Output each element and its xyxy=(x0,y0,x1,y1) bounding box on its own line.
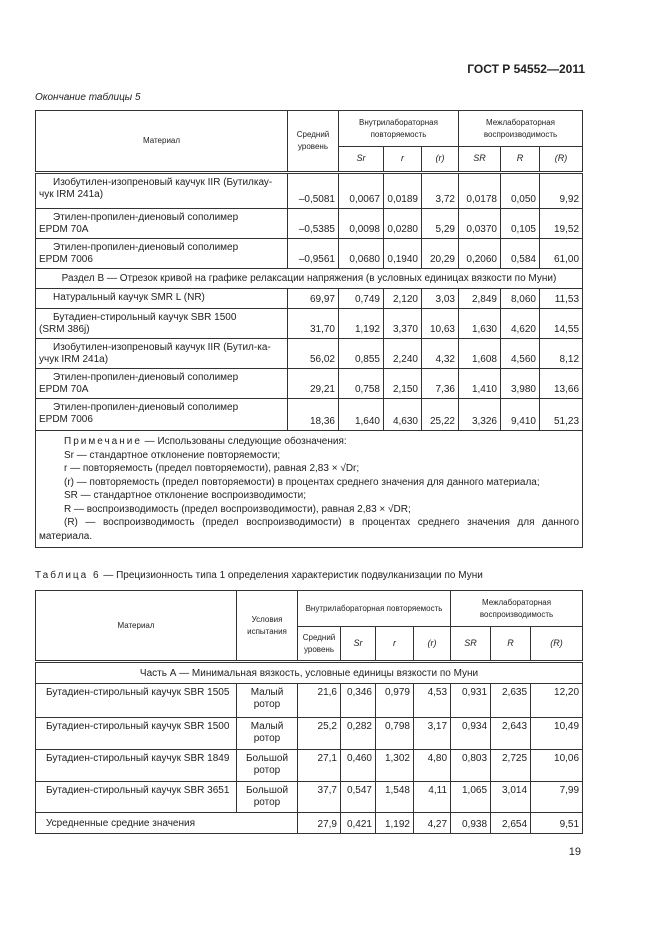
cell-value: 4,11 xyxy=(414,782,451,813)
cell-value: 2,240 xyxy=(384,339,422,369)
material-cell: Бутадиен-стирольный каучук SBR 1849 xyxy=(36,750,237,782)
col-r: r xyxy=(384,147,422,173)
cell-value: 1,640 xyxy=(339,399,384,431)
material-line: EPDM 70A xyxy=(39,224,89,235)
col-repeatability: Внутрилабораторная повторяемость xyxy=(298,591,451,627)
material-cell xyxy=(36,399,288,431)
cell-value: 10,49 xyxy=(531,718,583,750)
material-cell: Бутадиен-стирольный каучук SBR 3651 xyxy=(36,782,237,813)
col-material: Материал xyxy=(36,591,237,662)
cell-value: 2,635 xyxy=(491,684,531,718)
cell-value: 10,63 xyxy=(422,309,459,339)
cell-value: 3,03 xyxy=(422,289,459,309)
cell-value: 0,0370 xyxy=(459,209,501,239)
material-line: Натуральный каучук SMR L (NR) xyxy=(53,292,205,303)
cell-value: 13,66 xyxy=(540,369,583,399)
material-line: Этилен-пропилен-диеновый сополимер xyxy=(53,212,239,223)
cell-value: 0,803 xyxy=(451,750,491,782)
note-line: (r) — повторяемость (предел повторяемости) в процентах среднего значения для данного материала; xyxy=(64,476,540,488)
table-row xyxy=(36,718,583,750)
cell-value: 0,282 xyxy=(341,718,376,750)
table6-caption-label: Таблица 6 xyxy=(35,570,101,581)
cell-value: 1,192 xyxy=(376,813,414,834)
col-sr: Sr xyxy=(339,147,384,173)
section-b-title: Раздел B — Отрезок кривой на графике релаксации напряжения (в условных единицах вязкости по Муни) xyxy=(36,269,583,289)
cell-value: 3,370 xyxy=(384,309,422,339)
table6-caption xyxy=(35,570,483,581)
material-line: Этилен-пропилен-диеновый сополимер xyxy=(53,372,239,383)
col-R-pct: (R) xyxy=(540,147,583,173)
col-R: R xyxy=(501,147,540,173)
cell-value: 0,758 xyxy=(339,369,384,399)
cell-value: 4,620 xyxy=(501,309,540,339)
document-id: ГОСТ Р 54552—2011 xyxy=(467,62,585,76)
col-r-pct: (r) xyxy=(422,147,459,173)
note-line: r — повторяемость (предел повторяемости), равная 2,83 × √Dr; xyxy=(64,463,360,474)
col-repeatability: Внутрилабораторная повторяемость xyxy=(339,111,459,147)
material-cell xyxy=(36,339,288,369)
material-cell xyxy=(36,209,288,239)
col-r: r xyxy=(376,627,414,662)
note-line: (R) — воспроизводимость (предел воспроизводимости) в процентах среднего значения для данного материала. xyxy=(39,517,580,542)
material-line: EPDM 7006 xyxy=(39,414,93,425)
cell-value: 14,55 xyxy=(540,309,583,339)
cell-value: 10,06 xyxy=(531,750,583,782)
cell-value: 12,20 xyxy=(531,684,583,718)
note-line: SR — стандартное отклонение воспроизводимости; xyxy=(64,490,307,501)
cell-value: 1,302 xyxy=(376,750,414,782)
cell-value: 2,725 xyxy=(491,750,531,782)
cell-value: 4,53 xyxy=(414,684,451,718)
material-line: EPDM 7006 xyxy=(39,254,93,265)
note-line: Sr — стандартное отклонение повторяемости; xyxy=(64,449,281,461)
material-cell: Бутадиен-стирольный каучук SBR 1500 xyxy=(36,718,237,750)
section-a-title: Часть А — Минимальная вязкость, условные единицы вязкости по Муни xyxy=(36,662,583,684)
col-reproducibility: Межлабораторная воспроизводимость xyxy=(459,111,583,147)
table-row xyxy=(36,399,583,431)
cell-value: 4,630 xyxy=(384,399,422,431)
table-row xyxy=(36,309,583,339)
table6-caption-text: — Прецизионность типа 1 определения характеристик подвулканизации по Муни xyxy=(100,570,483,581)
cell-value: 0,938 xyxy=(451,813,491,834)
col-sR: SR xyxy=(451,627,491,662)
cell-value: –0,5385 xyxy=(288,209,339,239)
cell-value: 0,934 xyxy=(451,718,491,750)
cell-value: 0,0189 xyxy=(384,173,422,209)
table-row xyxy=(36,339,583,369)
conditions-cell: Малый ротор xyxy=(237,718,298,750)
col-conditions: Условия испытания xyxy=(237,591,298,662)
material-line: Этилен-пропилен-диеновый сополимер xyxy=(53,242,239,253)
cell-value: 25,2 xyxy=(298,718,341,750)
cell-value: 0,460 xyxy=(341,750,376,782)
col-sR: SR xyxy=(459,147,501,173)
material-cell xyxy=(36,289,288,309)
cell-value: 0,855 xyxy=(339,339,384,369)
material-cell xyxy=(36,369,288,399)
cell-value: 4,27 xyxy=(414,813,451,834)
table-row xyxy=(36,750,583,782)
cell-value: 29,21 xyxy=(288,369,339,399)
cell-value: 69,97 xyxy=(288,289,339,309)
cell-value: 0,050 xyxy=(501,173,540,209)
cell-value: –0,5081 xyxy=(288,173,339,209)
cell-value: 2,120 xyxy=(384,289,422,309)
cell-value: 19,52 xyxy=(540,209,583,239)
cell-value: 27,9 xyxy=(298,813,341,834)
cell-value: 20,29 xyxy=(422,239,459,269)
cell-value: 2,654 xyxy=(491,813,531,834)
cell-value: 7,36 xyxy=(422,369,459,399)
cell-value: 37,7 xyxy=(298,782,341,813)
cell-value: 0,1940 xyxy=(384,239,422,269)
table-5 xyxy=(35,110,583,548)
cell-value: 9,92 xyxy=(540,173,583,209)
cell-value: 0,105 xyxy=(501,209,540,239)
cell-value: 3,72 xyxy=(422,173,459,209)
material-line: EPDM 70A xyxy=(39,384,89,395)
conditions-cell: Большой ротор xyxy=(237,782,298,813)
material-line: Изобутилен-изопреновый каучук IIR (Бутилкау- xyxy=(53,177,273,188)
material-line: Изобутилен-изопреновый каучук IIR (Бутил-ка- xyxy=(53,342,271,353)
cell-value: 0,0098 xyxy=(339,209,384,239)
cell-value: 3,980 xyxy=(501,369,540,399)
cell-value: 18,36 xyxy=(288,399,339,431)
table-row xyxy=(36,369,583,399)
cell-value: 1,630 xyxy=(459,309,501,339)
cell-value: 7,99 xyxy=(531,782,583,813)
conditions-cell: Малый ротор xyxy=(237,684,298,718)
cell-value: 0,421 xyxy=(341,813,376,834)
cell-value: 9,410 xyxy=(501,399,540,431)
cell-value: 0,0680 xyxy=(339,239,384,269)
cell-value: 0,0067 xyxy=(339,173,384,209)
table5-note xyxy=(36,431,583,548)
note-intro: — Использованы следующие обозначения: xyxy=(144,436,347,447)
cell-value: 31,70 xyxy=(288,309,339,339)
material-cell xyxy=(36,309,288,339)
col-R-pct: (R) xyxy=(531,627,583,662)
cell-value: 61,00 xyxy=(540,239,583,269)
cell-value: 0,0178 xyxy=(459,173,501,209)
cell-value: 3,326 xyxy=(459,399,501,431)
cell-value: 56,02 xyxy=(288,339,339,369)
cell-value: 8,12 xyxy=(540,339,583,369)
cell-value: 25,22 xyxy=(422,399,459,431)
cell-value: 4,32 xyxy=(422,339,459,369)
conditions-cell: Большой ротор xyxy=(237,750,298,782)
cell-value: 0,2060 xyxy=(459,239,501,269)
cell-value: 0,931 xyxy=(451,684,491,718)
material-cell xyxy=(36,239,288,269)
cell-value: 0,979 xyxy=(376,684,414,718)
cell-value: 21,6 xyxy=(298,684,341,718)
cell-value: 1,548 xyxy=(376,782,414,813)
table-row xyxy=(36,782,583,813)
table-row xyxy=(36,289,583,309)
col-average: Средний уровень xyxy=(298,627,341,662)
col-reproducibility: Межлабораторная воспроизводимость xyxy=(451,591,583,627)
material-line: чук IRM 241a) xyxy=(39,189,104,200)
page-number: 19 xyxy=(568,846,581,858)
cell-value: 1,065 xyxy=(451,782,491,813)
note-label: Примечание xyxy=(64,436,142,447)
cell-value: 5,29 xyxy=(422,209,459,239)
col-average: Средний уровень xyxy=(288,111,339,173)
table-row xyxy=(36,239,583,269)
col-sr: Sr xyxy=(341,627,376,662)
cell-value: 9,51 xyxy=(531,813,583,834)
cell-value: 2,150 xyxy=(384,369,422,399)
cell-value: 3,17 xyxy=(414,718,451,750)
cell-value: 51,23 xyxy=(540,399,583,431)
col-material: Материал xyxy=(36,111,288,173)
cell-value: 0,584 xyxy=(501,239,540,269)
table-row xyxy=(36,173,583,209)
cell-value: 2,849 xyxy=(459,289,501,309)
material-line: учук IRM 241a) xyxy=(39,354,109,365)
cell-value: 0,0280 xyxy=(384,209,422,239)
cell-value: 0,798 xyxy=(376,718,414,750)
material-cell: Бутадиен-стирольный каучук SBR 1505 xyxy=(36,684,237,718)
cell-value: 27,1 xyxy=(298,750,341,782)
cell-value: 2,643 xyxy=(491,718,531,750)
cell-value: 3,014 xyxy=(491,782,531,813)
cell-value: 4,560 xyxy=(501,339,540,369)
table-row xyxy=(36,209,583,239)
col-r-pct: (r) xyxy=(414,627,451,662)
cell-value: –0,9561 xyxy=(288,239,339,269)
table-6 xyxy=(35,590,583,834)
table-row xyxy=(36,684,583,718)
cell-value: 1,410 xyxy=(459,369,501,399)
avg-row-label: Усредненные средние значения xyxy=(36,813,298,834)
note-line: R — воспроизводимость (предел воспроизводимости), равная 2,83 × √DR; xyxy=(64,503,411,515)
material-line: Бутадиен-стирольный каучук SBR 1500 xyxy=(53,312,237,323)
col-R: R xyxy=(491,627,531,662)
cell-value: 11,53 xyxy=(540,289,583,309)
cell-value: 0,346 xyxy=(341,684,376,718)
material-cell xyxy=(36,173,288,209)
cell-value: 0,749 xyxy=(339,289,384,309)
cell-value: 0,547 xyxy=(341,782,376,813)
table5-caption: Окончание таблицы 5 xyxy=(35,92,141,103)
cell-value: 1,192 xyxy=(339,309,384,339)
cell-value: 8,060 xyxy=(501,289,540,309)
material-line: Этилен-пропилен-диеновый сополимер xyxy=(53,402,239,413)
cell-value: 1,608 xyxy=(459,339,501,369)
cell-value: 4,80 xyxy=(414,750,451,782)
material-line: (SRM 386j) xyxy=(39,324,90,335)
